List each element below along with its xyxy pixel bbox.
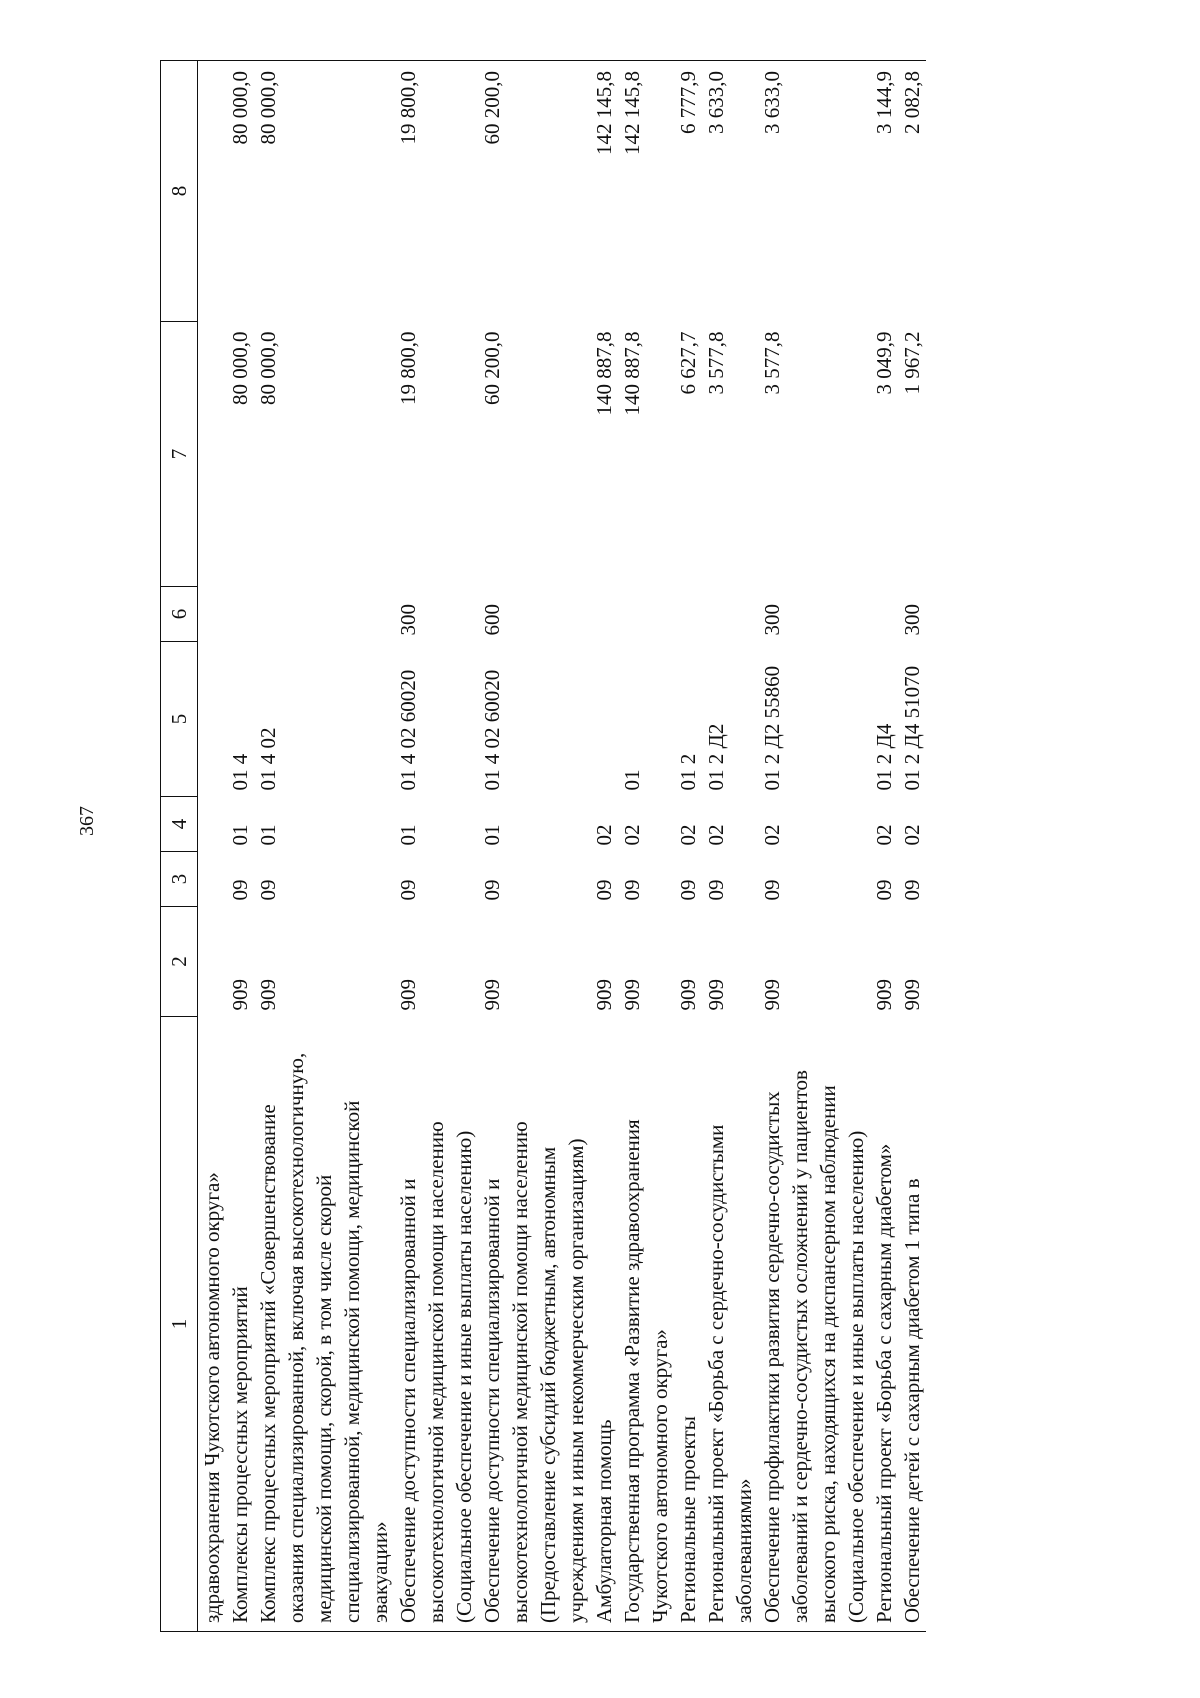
row-value-7: 80 000,0: [228, 331, 252, 405]
row-code-2: 909: [620, 979, 644, 1011]
row-code-4: 01: [228, 824, 252, 846]
row-value-7: 140 887,8: [592, 331, 616, 416]
table-row: [394, 61, 478, 1632]
row-code-3: 09: [620, 879, 644, 901]
row-code-6: [198, 587, 227, 642]
row-code-5: 01 4 02 60020: [480, 669, 504, 791]
header-col-8: 8: [161, 61, 198, 322]
row-value-8: 3 633,0: [758, 61, 870, 322]
row-description: Обеспечение доступности специализированной и высокотехнологичной медицинской помощи населению (Предоставление субсидий бюджетным, автономным учреждениям и иным некоммерческим организациям): [478, 1017, 590, 1632]
row-description: Амбулаторная помощь: [590, 1017, 618, 1632]
row-code-4: 02: [676, 824, 700, 846]
row-value-7: [198, 322, 227, 587]
row-code-4: 02: [592, 824, 616, 846]
row-value-7: 19 800,0: [396, 331, 420, 405]
row-description: Региональный проект «Борьба с сердечно-сосудистыми заболеваниями»: [702, 1017, 758, 1632]
row-code-4: [198, 797, 227, 852]
row-code-2: 909: [256, 979, 280, 1011]
row-code-4: 02: [760, 824, 784, 846]
header-col-3: 3: [161, 852, 198, 907]
table-row: [618, 61, 674, 1632]
row-code-5: 01 4 02 60020: [396, 669, 420, 791]
row-code-5: 01 2 Д4: [872, 723, 896, 791]
row-value-8: [198, 61, 227, 322]
header-col-4: 4: [161, 797, 198, 852]
row-value-8: 6 777,9: [674, 61, 702, 322]
row-value-8: 60 200,0: [478, 61, 590, 322]
table-row: [870, 61, 898, 1632]
table-row: [254, 61, 394, 1632]
row-value-8: 142 145,8: [590, 61, 618, 322]
row-code-4: 02: [872, 824, 896, 846]
row-code-5: 01 2 Д4 51070: [900, 665, 924, 791]
table-row: [674, 61, 702, 1632]
row-code-3: 09: [704, 879, 728, 901]
row-code-3: 09: [900, 879, 924, 901]
rotated-page-content: [160, 61, 1143, 1632]
row-code-5: [590, 642, 618, 797]
row-description: здравоохранения Чукотского автономного округа»: [198, 1017, 227, 1632]
row-code-2: 909: [396, 979, 420, 1011]
row-code-5: 01 2 Д2: [704, 723, 728, 791]
row-value-7: 140 887,8: [620, 331, 644, 416]
row-code-2: 909: [676, 979, 700, 1011]
row-code-6: 300: [760, 604, 784, 636]
row-code-5: 01 4: [228, 753, 252, 791]
row-code-3: 09: [676, 879, 700, 901]
row-code-4: 01: [256, 824, 280, 846]
row-code-2: 909: [704, 979, 728, 1011]
table-body: [198, 61, 927, 1632]
row-code-6: [590, 587, 618, 642]
row-description: Обеспечение профилактики развития сердечно-сосудистых заболеваний и сердечно-сосудистых осложнений у пациентов высокого риска, находящихся на диспансерном наблюдении (Социальное обеспечение и иные выплаты населению): [758, 1017, 870, 1632]
row-code-6: 600: [480, 604, 504, 636]
row-code-2: 909: [228, 979, 252, 1011]
row-code-4: 01: [396, 824, 420, 846]
page-number: 367: [76, 806, 98, 836]
row-code-3: 09: [228, 879, 252, 901]
row-description: Комплекс процессных мероприятий «Совершенствование оказания специализированной, включая высокотехнологичную, медицинской помощи, скорой, в том числе скорой специализированной, медицинской помощи, медицинской эвакуации»: [254, 1017, 394, 1632]
row-code-6: [254, 587, 394, 642]
row-code-2: 909: [872, 979, 896, 1011]
row-code-2: 909: [900, 979, 924, 1011]
row-code-4: 02: [704, 824, 728, 846]
row-code-5: 01 4 02: [256, 727, 280, 791]
row-description: Региональный проект «Борьба с сахарным диабетом»: [870, 1017, 898, 1632]
row-code-3: 09: [760, 879, 784, 901]
table-row: [898, 61, 926, 1632]
row-code-6: [702, 587, 758, 642]
row-code-2: 909: [760, 979, 784, 1011]
header-col-5: 5: [161, 642, 198, 797]
row-code-3: 09: [480, 879, 504, 901]
row-value-8: 19 800,0: [394, 61, 478, 322]
row-code-6: [226, 587, 254, 642]
row-code-5: [198, 642, 227, 797]
row-code-6: 300: [900, 604, 924, 636]
row-code-6: [674, 587, 702, 642]
row-value-8: 3 144,9: [870, 61, 898, 322]
row-code-6: 300: [396, 604, 420, 636]
row-code-3: 09: [872, 879, 896, 901]
row-value-7: 3 577,8: [760, 331, 784, 395]
row-value-8: 142 145,8: [618, 61, 674, 322]
table-row: [478, 61, 590, 1632]
row-description: Государственная программа «Развитие здравоохранения Чукотского автономного округа»: [618, 1017, 674, 1632]
row-description: Региональные проекты: [674, 1017, 702, 1632]
budget-table: [160, 60, 926, 1632]
row-value-8: 80 000,0: [254, 61, 394, 322]
table-row: [198, 61, 227, 1632]
header-col-7: 7: [161, 322, 198, 587]
header-col-1: 1: [161, 1017, 198, 1632]
row-code-4: 02: [620, 824, 644, 846]
row-code-3: 09: [396, 879, 420, 901]
row-code-3: 09: [256, 879, 280, 901]
row-code-6: [618, 587, 674, 642]
row-value-7: 60 200,0: [480, 331, 504, 405]
row-code-2: 909: [592, 979, 616, 1011]
table-row: [590, 61, 618, 1632]
row-code-6: [870, 587, 898, 642]
row-code-3: 09: [592, 879, 616, 901]
header-col-6: 6: [161, 587, 198, 642]
row-code-3: [198, 852, 227, 907]
row-code-4: 02: [900, 824, 924, 846]
table-row: [758, 61, 870, 1632]
header-col-2: 2: [161, 907, 198, 1017]
row-code-5: 01: [620, 769, 644, 791]
row-code-4: 01: [480, 824, 504, 846]
row-description: Комплексы процессных мероприятий: [226, 1017, 254, 1632]
row-code-2: 909: [480, 979, 504, 1011]
row-value-7: 6 627,7: [676, 331, 700, 395]
table-row: [702, 61, 758, 1632]
row-code-5: 01 2 Д2 55860: [760, 665, 784, 791]
header-row: [161, 61, 198, 1632]
row-value-8: 80 000,0: [226, 61, 254, 322]
row-description: Обеспечение детей с сахарным диабетом 1 типа в: [898, 1017, 926, 1632]
row-value-8: 3 633,0: [702, 61, 758, 322]
row-value-7: 3 577,8: [704, 331, 728, 395]
row-value-8: 2 082,8: [898, 61, 926, 322]
table-row: [226, 61, 254, 1632]
row-code-2: [198, 907, 227, 1017]
row-code-5: 01 2: [676, 753, 700, 791]
row-value-7: 1 967,2: [900, 331, 924, 395]
row-description: Обеспечение доступности специализированной и высокотехнологичной медицинской помощи населению (Социальное обеспечение и иные выплаты населению): [394, 1017, 478, 1632]
row-value-7: 3 049,9: [872, 331, 896, 395]
row-value-7: 80 000,0: [256, 331, 280, 405]
